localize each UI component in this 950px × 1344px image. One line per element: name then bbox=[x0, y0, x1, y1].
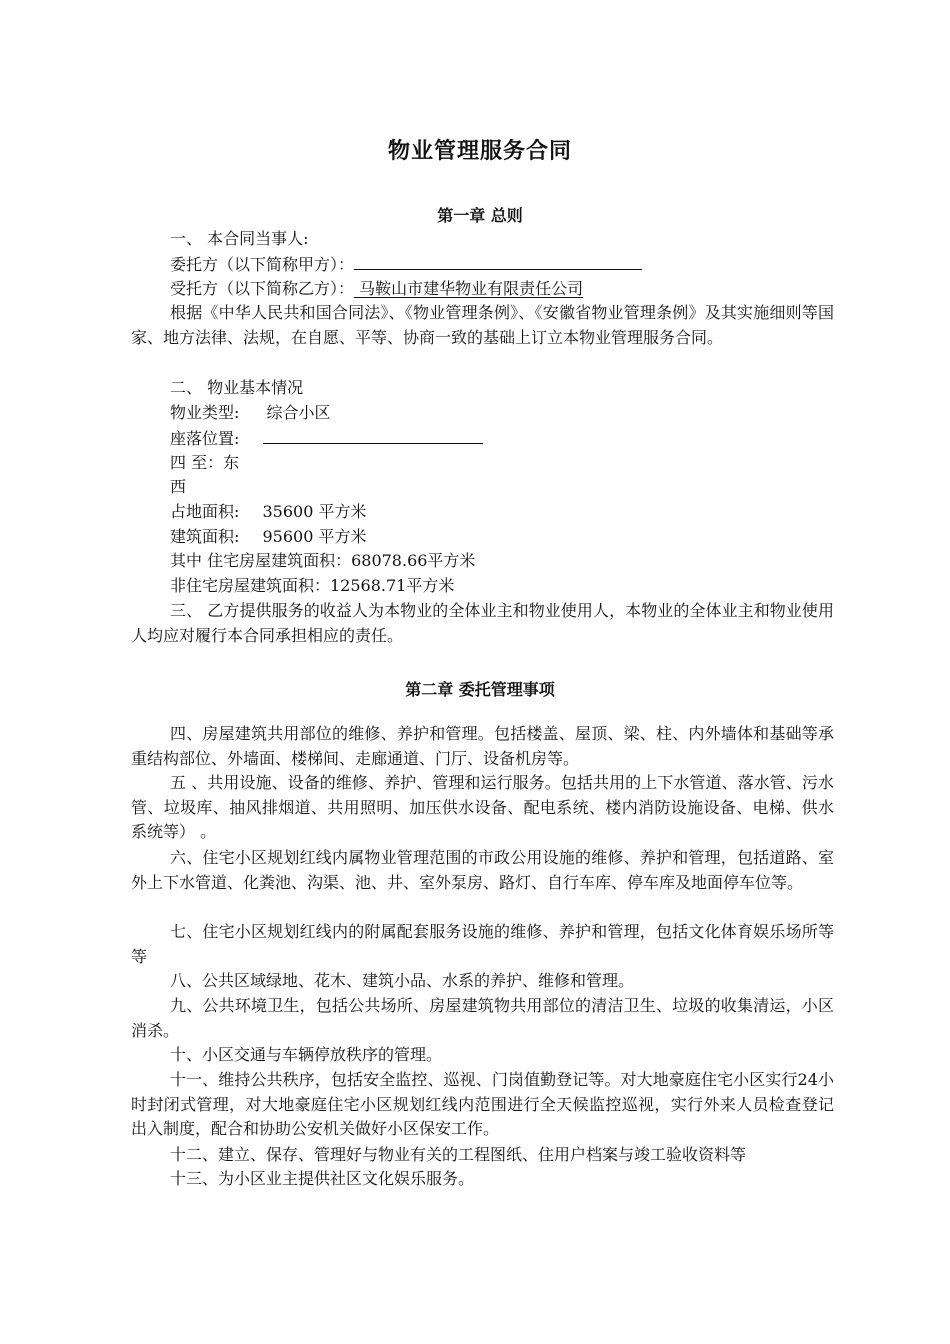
legal-basis-paragraph: 根据《中华人民共和国合同法》、《物业管理条例》、《安徽省物业管理条例》及其实施细则等国家、地方法律、法规，在自愿、平等、协商一致的基础上订立本物业管理服务合同。 bbox=[131, 303, 834, 347]
party-b-line bbox=[170, 277, 583, 301]
section-3-paragraph: 三、 乙方提供服务的收益人为本物业的全体业主和物业使用人，本物业的全体业主和物业使用人均应对履行本合同承担相应的责任。 bbox=[131, 601, 834, 645]
property-type-label: 物业类型: bbox=[170, 403, 240, 422]
chapter-2-heading: 第二章 委托管理事项 bbox=[405, 680, 555, 699]
party-b-value: 马鞍山市建华物业有限责任公司 bbox=[354, 279, 584, 298]
item-7-paragraph: 七、住宅小区规划红线内的附属配套服务设施的维修、养护和管理，包括文化体育娱乐场所等等 bbox=[131, 922, 834, 966]
party-a-label: 委托方（以下简称甲方）： bbox=[170, 255, 355, 274]
item-5-paragraph: 五 、共用设施、设备的维修、养护、管理和运行服务。包括共用的上下水管道、落水管、污水管、垃圾库、抽风排烟道、共用照明、加压供水设备、配电系统、楼内消防设施设备、电梯、供水系统等） 。 bbox=[131, 773, 834, 842]
item-6-paragraph: 六、住宅小区规划红线内属物业管理范围的市政公用设施的维修、养护和管理，包括道路、室外上下水管道、化粪池、沟渠、池、井、室外泵房、路灯、自行车库、停车库及地面停车位等。 bbox=[131, 848, 834, 892]
property-type-value: 综合小区 bbox=[266, 403, 331, 422]
boundaries-line: 四 至：东 bbox=[170, 453, 240, 472]
non-residential-area-line: 非住宅房屋建筑面积：12568.71平方米 bbox=[170, 576, 455, 595]
building-area-label: 建筑面积: bbox=[170, 527, 240, 546]
land-area-label: 占地面积: bbox=[170, 502, 240, 521]
land-area-value: 35600 平方米 bbox=[262, 502, 367, 521]
item-4-paragraph: 四、房屋建筑共用部位的维修、养护和管理。包括楼盖、屋顶、梁、柱、内外墙体和基础等承重结构部位、外墙面、楼梯间、走廊通道、门厅、设备机房等。 bbox=[131, 724, 834, 768]
party-a-blank bbox=[354, 252, 642, 270]
land-area-line bbox=[170, 500, 367, 524]
section-2-heading: 二、 物业基本情况 bbox=[170, 378, 304, 397]
location-label: 座落位置: bbox=[170, 429, 240, 448]
item-10-paragraph: 十、小区交通与车辆停放秩序的管理。 bbox=[170, 1045, 443, 1064]
item-9-paragraph: 九、公共环境卫生，包括公共场所、房屋建筑物共用部位的清洁卫生、垃圾的收集清运，小区消杀。 bbox=[131, 996, 834, 1040]
item-8-paragraph: 八、公共区域绿地、花木、建筑小品、水系的养护、维修和管理。 bbox=[170, 971, 635, 990]
section-1-heading: 一、 本合同当事人: bbox=[170, 229, 309, 248]
item-11-paragraph: 十一、维持公共秩序，包括安全监控、巡视、门岗值勤登记等。对大地豪庭住宅小区实行24小时封闭式管理，对大地豪庭住宅小区规划红线内范围进行全天候监控巡视，实行外来人员检查登记出入制度，配合和协助公安机关做好小区保安工作。 bbox=[131, 1070, 834, 1139]
boundaries-west-line: 西 bbox=[170, 477, 187, 496]
property-type-line bbox=[170, 401, 331, 425]
party-a-line bbox=[170, 252, 642, 277]
party-b-label: 受托方（以下简称乙方）： bbox=[170, 279, 355, 298]
residential-area-line: 其中 住宅房屋建筑面积：68078.66平方米 bbox=[170, 551, 476, 570]
building-area-value: 95600 平方米 bbox=[262, 527, 367, 546]
location-line bbox=[170, 426, 483, 451]
location-blank bbox=[263, 426, 483, 444]
item-12-paragraph: 十二、建立、保存、管理好与物业有关的工程图纸、住用户档案与竣工验收资料等 bbox=[170, 1145, 747, 1164]
item-13-paragraph: 十三、为小区业主提供社区文化娱乐服务。 bbox=[170, 1169, 475, 1188]
building-area-line bbox=[170, 525, 367, 549]
document-title: 物业管理服务合同 bbox=[387, 138, 572, 164]
chapter-1-heading: 第一章 总则 bbox=[437, 206, 523, 225]
